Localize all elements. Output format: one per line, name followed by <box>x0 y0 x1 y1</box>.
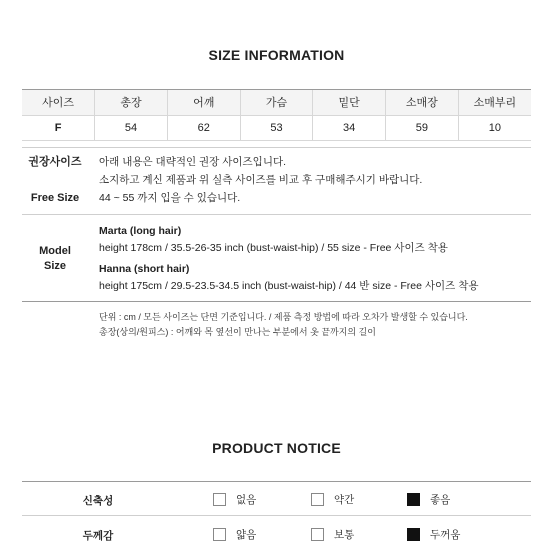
elasticity-option-good[interactable] <box>407 492 450 507</box>
free-size-label: Free Size <box>30 192 80 204</box>
elasticity-label: 신축성 <box>82 495 114 507</box>
size-table-value-row <box>22 115 531 140</box>
elasticity-option-none[interactable] <box>213 492 256 507</box>
recommended-top-divider <box>22 147 531 148</box>
value-cell-size: F <box>22 115 95 140</box>
checkbox-icon[interactable] <box>213 493 226 506</box>
value-cell-chest: 53 <box>240 115 313 140</box>
header-cell-sleeve-cuff: 소매부리 <box>458 90 531 115</box>
model-2-detail: height 175cm / 29.5-23.5-34.5 inch (bust-waist-hip) / 44 반 size - Free 사이즈 착용 <box>99 280 479 292</box>
value-cell-sleeve-length: 59 <box>386 115 459 140</box>
header-cell-chest: 가슴 <box>240 90 313 115</box>
checkbox-icon[interactable] <box>213 528 226 541</box>
recommended-line-2: 소지하고 계신 제품과 위 실측 사이즈를 비교 후 구매해주시기 바랍니다. <box>99 174 423 186</box>
model-bottom-divider <box>22 301 531 302</box>
checkbox-icon[interactable] <box>311 528 324 541</box>
model-top-divider <box>22 214 531 215</box>
option-label: 좋음 <box>430 494 451 506</box>
header-cell-shoulder: 어깨 <box>167 90 240 115</box>
checkbox-checked-icon[interactable] <box>407 493 420 506</box>
size-label: Size <box>43 260 66 272</box>
elasticity-option-slight[interactable] <box>311 492 354 507</box>
model-1-name: Marta (long hair) <box>99 225 182 237</box>
option-label: 보통 <box>334 529 355 541</box>
notice-row-divider <box>22 515 531 516</box>
option-label: 약간 <box>334 494 355 506</box>
product-notice-title: PRODUCT NOTICE <box>212 440 341 456</box>
checkbox-icon[interactable] <box>311 493 324 506</box>
checkbox-checked-icon[interactable] <box>407 528 420 541</box>
header-cell-length: 총장 <box>95 90 168 115</box>
value-cell-length: 54 <box>95 115 168 140</box>
option-label: 얇음 <box>236 529 257 541</box>
header-cell-sleeve-length: 소매장 <box>386 90 459 115</box>
thickness-option-thin[interactable] <box>213 527 256 542</box>
model-2-name: Hanna (short hair) <box>99 263 190 275</box>
size-table-header-row <box>22 90 531 115</box>
header-cell-size: 사이즈 <box>22 90 95 115</box>
model-label: Model <box>39 245 71 257</box>
value-cell-hem: 34 <box>313 115 386 140</box>
size-information-title: SIZE INFORMATION <box>208 47 345 63</box>
unit-note: 단위 : cm / 모든 사이즈는 단면 기준입니다. / 제품 측정 방법에 따라 오차가 발생할 수 있습니다. <box>99 312 468 322</box>
value-cell-shoulder: 62 <box>167 115 240 140</box>
header-cell-hem: 밑단 <box>313 90 386 115</box>
recommended-line-1: 아래 내용은 대략적인 권장 사이즈입니다. <box>99 156 287 168</box>
option-label: 두꺼움 <box>430 529 461 541</box>
notice-top-divider <box>22 481 531 482</box>
model-1-detail: height 178cm / 35.5-26-35 inch (bust-waist-hip) / 55 size - Free 사이즈 착용 <box>99 242 448 254</box>
thickness-option-normal[interactable] <box>311 527 354 542</box>
recommended-line-3: 44 ~ 55 까지 입을 수 있습니다. <box>99 192 241 204</box>
option-label: 없음 <box>236 494 257 506</box>
recommended-size-label: 권장사이즈 <box>28 156 82 168</box>
thickness-option-thick[interactable] <box>407 527 460 542</box>
value-cell-sleeve-cuff: 10 <box>458 115 531 140</box>
thickness-label: 두께감 <box>82 530 114 542</box>
length-note: 총장(상의/원피스) : 어깨와 목 옆선이 만나는 부분에서 옷 끝까지의 길이 <box>99 327 376 337</box>
size-table <box>22 90 531 141</box>
